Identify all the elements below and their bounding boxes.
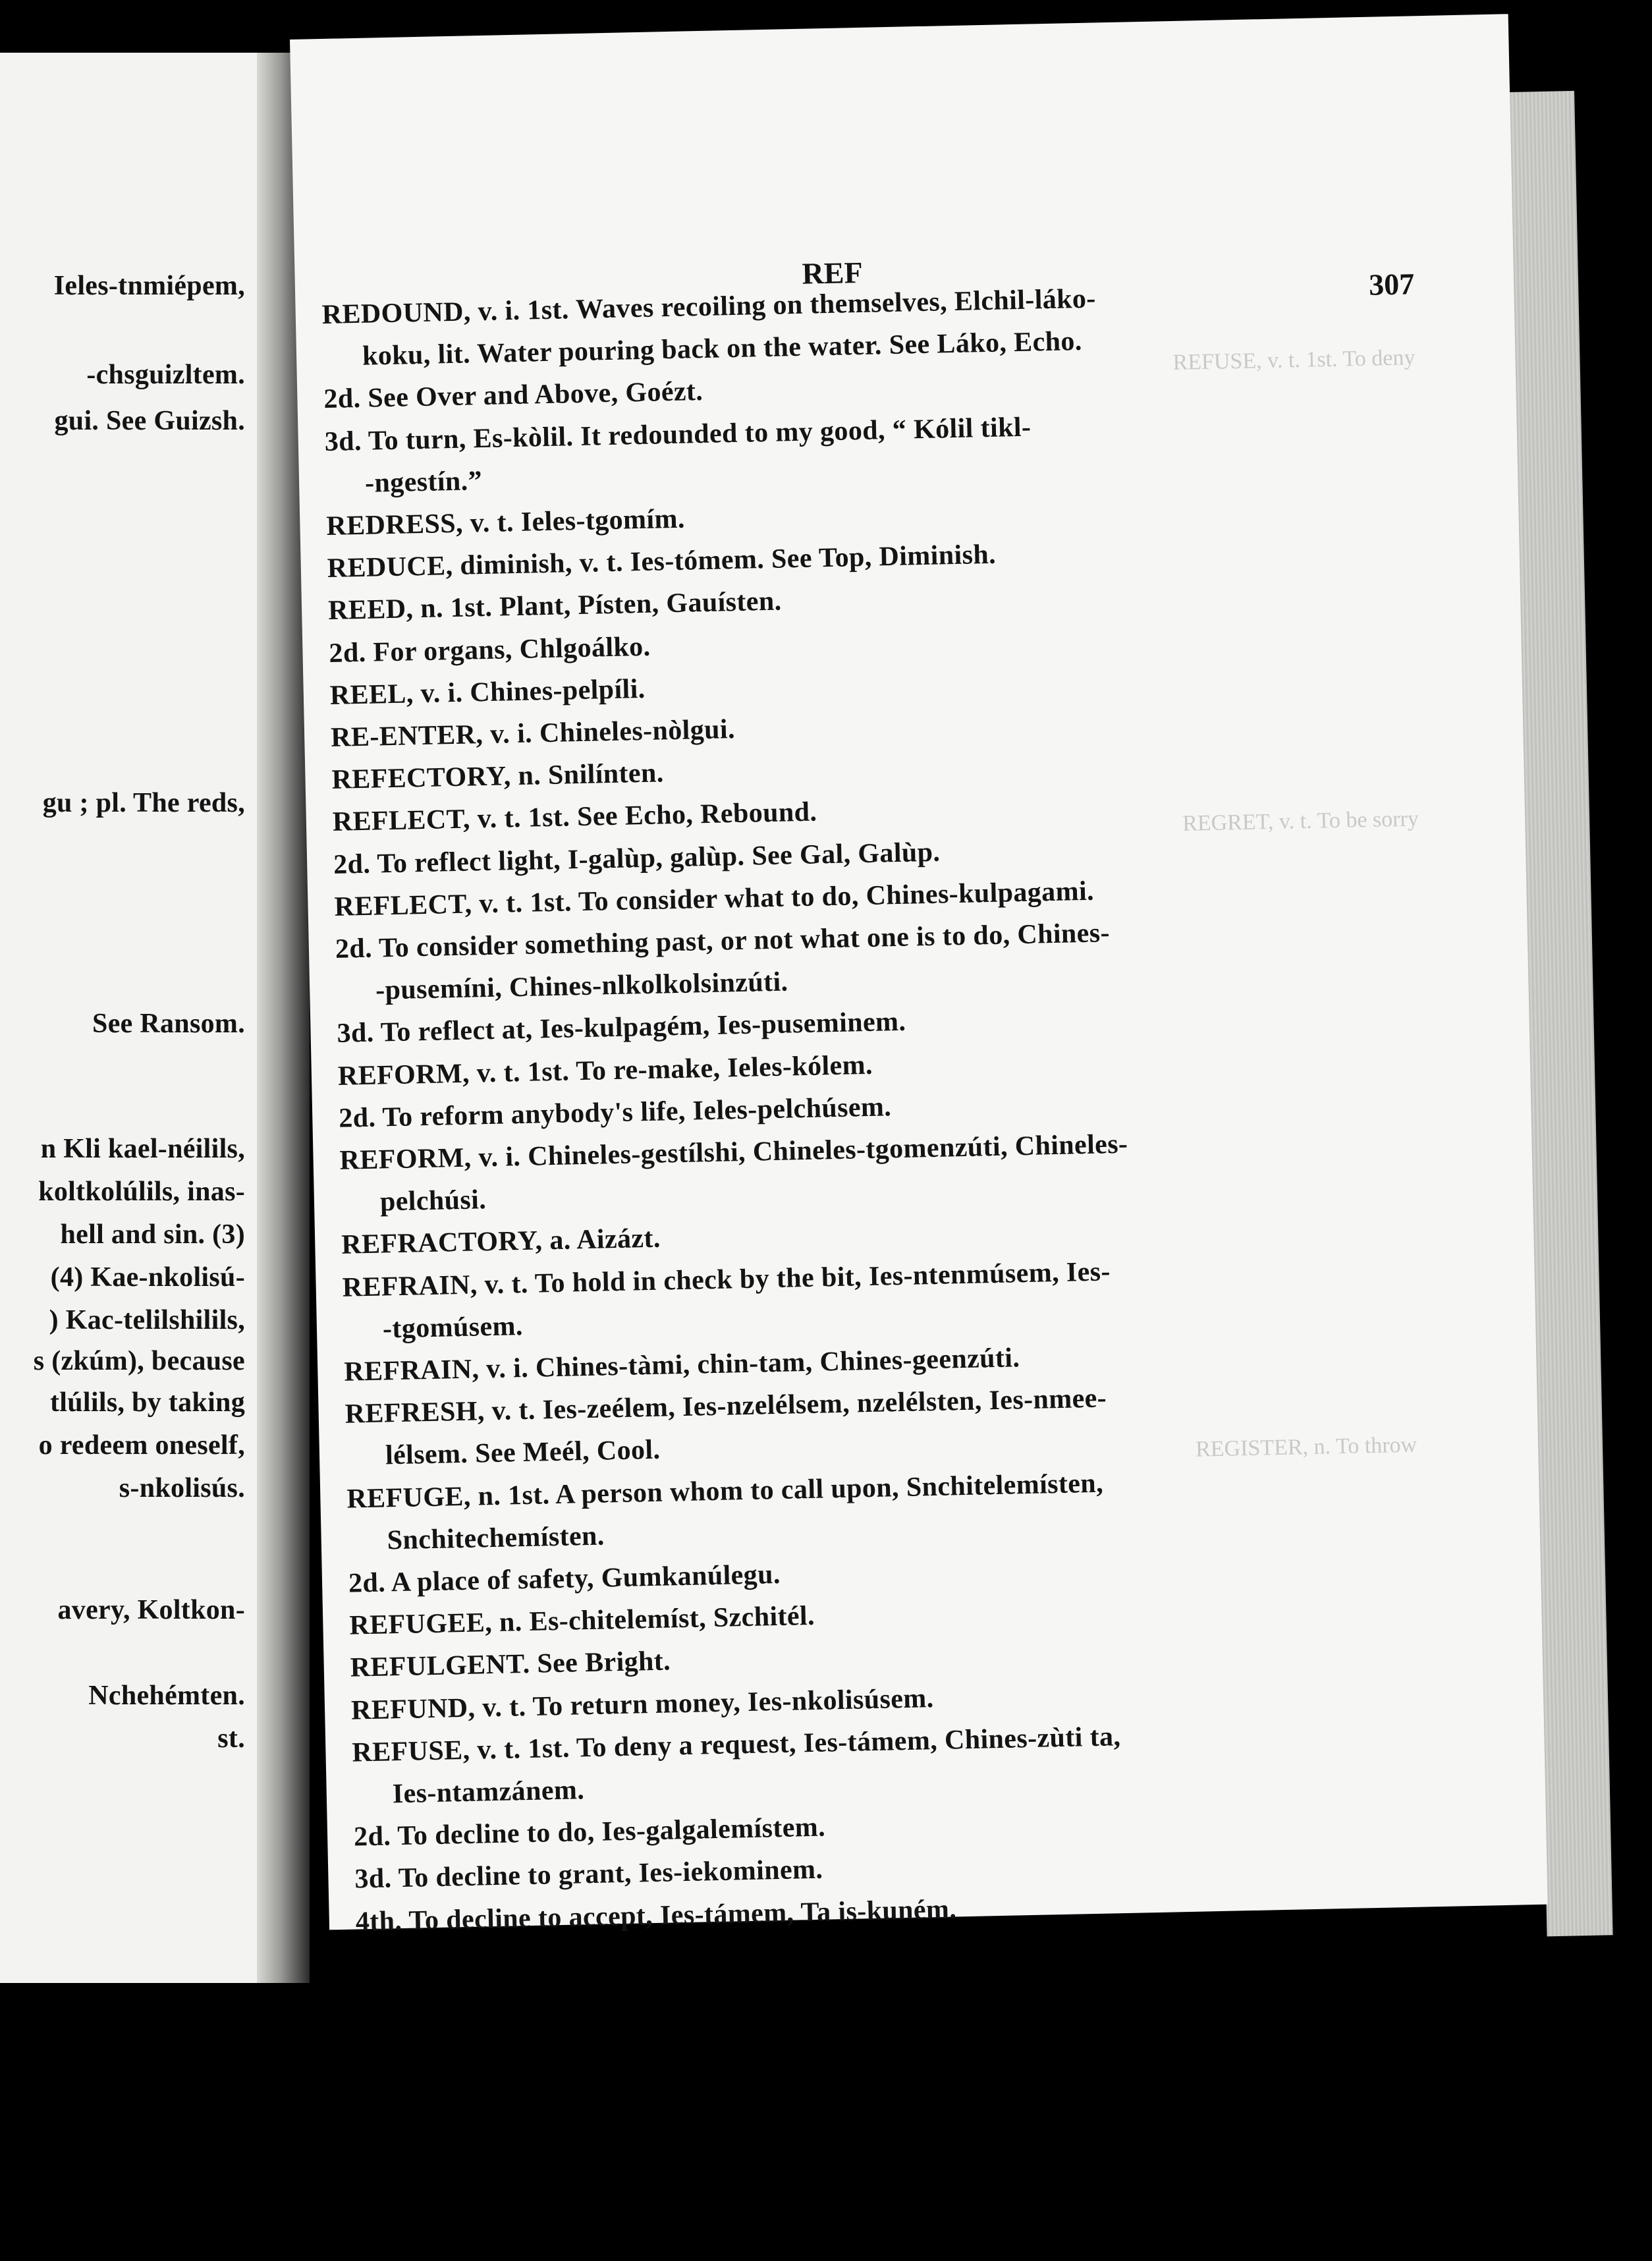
entry-line: REFORM, v. i. Chineles-gestílshi, Chineles-tgomenzúti, Chineles- — [339, 1129, 1128, 1176]
entry-line: REFRAIN, v. t. To hold in check by the bit, Ies-ntenmúsem, Ies- — [342, 1256, 1111, 1303]
entry-line: 3d. To turn, Es-kòlil. It redounded to my good, “ Kólil tikl- — [324, 412, 1032, 457]
entry-line: -tgomúsem. — [382, 1310, 524, 1345]
entry-line: 2d. For organs, Chlgoálko. — [329, 631, 651, 669]
entry-line: REDOUND, v. i. 1st. Waves recoiling on themselves, Elchil-láko- — [321, 283, 1097, 331]
facing-page-line: gui. See Guizsh. — [54, 406, 245, 436]
entry-line: 3d. To decline to grant, Ies-iekominem. — [354, 1855, 823, 1895]
entry-line: 4th. To decline to accept, Ies-támem, Ta is-kuném. — [355, 1894, 957, 1938]
entry-line: REFORM, v. t. 1st. To re-make, Ieles-kólem. — [337, 1049, 873, 1092]
entry-line: pelchúsi. — [379, 1185, 487, 1217]
entry-line: REFLECT, v. t. 1st. To consider what to do, Chines-kulpagami. — [334, 876, 1095, 922]
entry-line: -ngestín.” — [364, 465, 483, 499]
entry-line: REED, n. 1st. Plant, Písten, Gauísten. — [327, 586, 782, 627]
entry-line: lélsem. See Meél, Cool. — [385, 1435, 661, 1471]
running-head: REF — [802, 255, 864, 291]
dictionary-page: REFUSE, v. t. 1st. To deny REGRET, v. t. To be sorry REGISTER, n. To throw REF 307 REDOUND, v. i. 1st. Waves recoiling on themselves, Elchil-láko- koku, lit. Water pouring back on the water. See Láko, Echo. 2d. See Over and Above, Goézt. 3d. To turn, Es-kòlil. It redounded to my good, “ Kólil tikl- -ngestín.” REDRESS, v. t. Ieles-tgomím. REDUCE, diminish, v. t. Ies-tómem. See Top, Diminish. REED, n. 1st. Plant, Písten, Gauísten. 2d. For organs, Chlgoálko. REEL, v. i. Chines-pelpíli. RE-ENTER, v. i. Chineles-nòlgui. REFECTORY, n. Snilínten. REFLECT, v. t. 1st. See Echo, Rebound. 2d. To reflect light, I-galùp, galùp. See Gal, Galùp. REFLECT, v. t. 1st. To consider what to do, Chines-kulpagami. 2d. To consider something past, or not what one is to do, Chines- -pusemíni, Chines-nlkolkolsinzúti. 3d. To reflect at, Ies-kulpagém, Ies-puseminem. REFORM, v. t. 1st. To re-make, Ieles-kólem. 2d. To reform anybody's life, Ieles-pelchúsem. REFORM, v. i. Chineles-gestílshi, Chineles-tgomenzúti, Chineles- pelchúsi. REFRACTORY, a. Aizázt. REFRAIN, v. t. To hold in check by the bit, Ies-ntenmúsem, Ies- -tgomúsem. REFRAIN, v. i. Chines-tàmi, chin-tam, Chines-geenzúti. REFRESH, v. t. Ies-zeélem, Ies-nzelélsem, nzelélsten, Ies-nmee- lélsem. See Meél, Cool. REFUGE, n. 1st. A person whom to call upon, Snchitelemísten, Snchitechemísten. 2d. A place of safety, Gumkanúlegu. REFUGEE, n. Es-chitelemíst, Szchitél. REFULGENT. See Bright. REFUND, v. t. To return money, Ies-nkolisúsem. REFUSE, v. t. 1st. To deny a request, Ies-támem, Chines-zùti ta, Ies-ntamzánem. 2d. To decline to do, Ies-galgalemístem. 3d. To decline to grant, Ies-iekominem. 4th. To decline to accept, Ies-támem, Ta is-kuném. — [290, 14, 1548, 1930]
facing-page-line: (4) Kae-nkolisú- — [50, 1262, 245, 1293]
entry-line: 2d. To consider something past, or not what one is to do, Chines- — [335, 918, 1111, 964]
entry-line: 2d. A place of safety, Gumkanúlegu. — [348, 1559, 781, 1599]
facing-page-line: koltkolúlils, inas- — [38, 1177, 245, 1207]
entry-line: REDUCE, diminish, v. t. Ies-tómem. See Top, Diminish. — [327, 539, 997, 584]
facing-page-line: hell and sin. (3) — [60, 1219, 245, 1250]
facing-page-line: s-nkolisús. — [119, 1473, 245, 1503]
facing-page-line: avery, Koltkon- — [57, 1595, 245, 1625]
entry-line: REFLECT, v. t. 1st. See Echo, Rebound. — [332, 796, 817, 838]
entry-line: 2d. See Over and Above, Goézt. — [323, 376, 703, 415]
entry-line: REFUGE, n. 1st. A person whom to call upon, Snchitelemísten, — [346, 1468, 1104, 1515]
facing-page-line: See Ransom. — [92, 1009, 245, 1039]
facing-page-line: Nchehémten. — [88, 1681, 245, 1711]
facing-page — [0, 53, 257, 1983]
entry-line: 2d. To decline to do, Ies-galgalemístem. — [353, 1812, 826, 1853]
facing-page-line: s (zkúm), because — [33, 1346, 245, 1376]
facing-page-line: n Kli kael-néilils, — [40, 1134, 245, 1164]
facing-page-line: o redeem oneself, — [38, 1430, 245, 1461]
entry-line: 2d. To reflect light, I-galùp, galùp. See Gal, Galùp. — [333, 837, 941, 880]
facing-page-line: gu ; pl. The reds, — [42, 788, 245, 818]
entry-line: -pusemíni, Chines-nlkolkolsinzúti. — [375, 966, 788, 1006]
entry-line: 2d. To reform anybody's life, Ieles-pelchúsem. — [338, 1092, 892, 1134]
entry-line: REFUSE, v. t. 1st. To deny a request, Ies-támem, Chines-zùti ta, — [351, 1721, 1121, 1768]
entry-line: REFRESH, v. t. Ies-zeélem, Ies-nzelélsem, nzelélsten, Ies-nmee- — [344, 1383, 1107, 1430]
facing-page-line: st. — [217, 1723, 245, 1754]
page-number: 307 — [1368, 267, 1415, 302]
facing-page-line: ) Kac-telilshilils, — [49, 1305, 245, 1335]
entry-line: RE-ENTER, v. i. Chineles-nòlgui. — [330, 714, 736, 753]
entry-line: REFUND, v. t. To return money, Ies-nkolisúsem. — [350, 1683, 934, 1726]
entry-line: REFULGENT. See Bright. — [350, 1646, 671, 1684]
entry-line: REFECTORY, n. Snilínten. — [331, 758, 665, 796]
entry-line: REDRESS, v. t. Ieles-tgomím. — [326, 503, 686, 542]
entry-line: REFRACTORY, a. Aizázt. — [341, 1223, 661, 1261]
entry-line: Snchitechemísten. — [387, 1521, 605, 1556]
facing-page-line: -chsguizltem. — [86, 360, 245, 390]
facing-page-line: Ieles-tnmiépem, — [53, 271, 245, 301]
entry-line: 3d. To reflect at, Ies-kulpagém, Ies-puseminem. — [337, 1007, 906, 1049]
entry-line: REEL, v. i. Chines-pelpíli. — [329, 673, 646, 711]
entry-line: REFRAIN, v. i. Chines-tàmi, chin-tam, Chines-geenzúti. — [343, 1343, 1020, 1387]
entry-line: REFUGEE, n. Es-chitelemíst, Szchitél. — [348, 1601, 815, 1641]
entry-line: koku, lit. Water pouring back on the water. See Láko, Echo. — [362, 326, 1083, 372]
facing-page-line: tlúlils, by taking — [50, 1387, 245, 1418]
entry-line: Ies-ntamzánem. — [392, 1775, 585, 1810]
